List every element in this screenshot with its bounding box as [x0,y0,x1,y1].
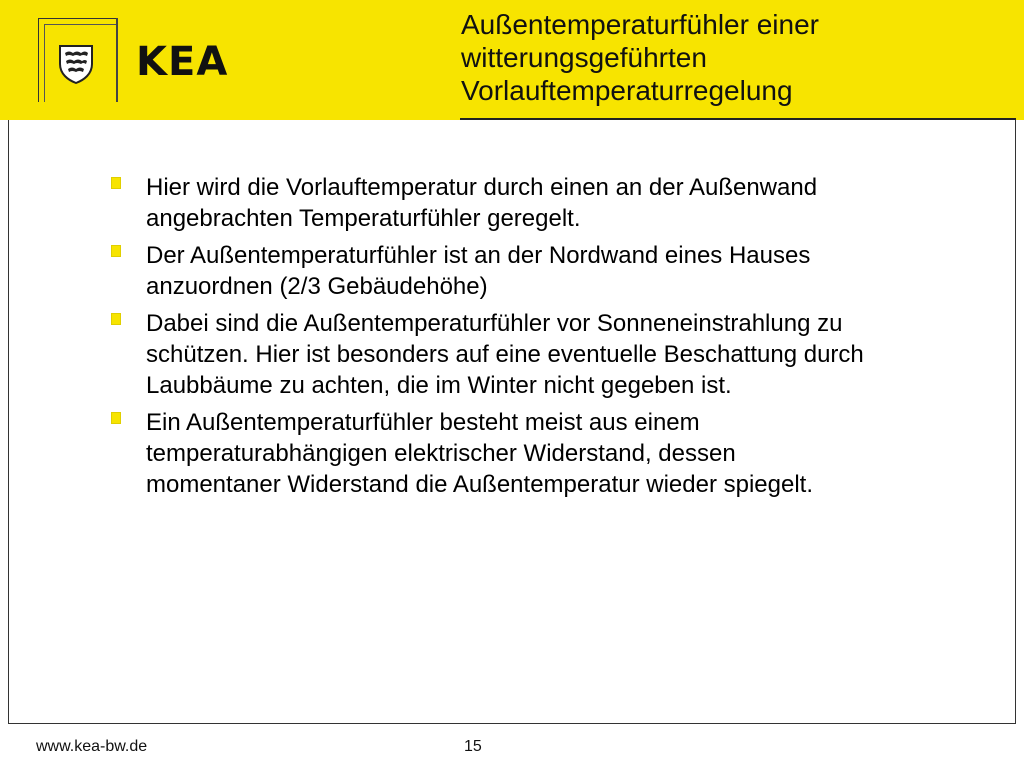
bullet-item [108,172,868,234]
bullet-text: Hier wird die Vorlauftemperatur durch einen an der Außenwand angebrachten Temperaturfühler geregelt. [146,174,818,232]
bullet-text: Dabei sind die Außentemperaturfühler vor Sonneneinstrahlung zu schützen. Hier ist besonders auf eine eventuelle Beschattung durch Laubbäume zu achten, die im Winter nicht gegeben ist. [146,310,864,399]
logo-frame-divider [116,18,118,102]
coat-of-arms-icon [56,42,96,84]
square-bullet-icon [111,245,121,257]
bullet-item [108,308,868,401]
bullet-item [108,407,868,500]
square-bullet-icon [111,412,121,424]
page-number: 15 [464,738,482,755]
square-bullet-icon [111,313,121,325]
bullet-text: Der Außentemperaturfühler ist an der Nordwand eines Hauses anzuordnen (2/3 Gebäudehöhe) [146,242,811,300]
header-banner [0,0,1024,120]
bullet-item [108,240,868,302]
brand-logo-text: KEA [136,39,229,85]
bullet-list [108,172,868,506]
slide-title: Außentemperaturfühler einer witterungsgeführten Vorlauftemperaturregelung [461,9,819,106]
square-bullet-icon [111,177,121,189]
bullet-text: Ein Außentemperaturfühler besteht meist aus einem temperaturabhängigen elektrischer Widerstand, dessen momentaner Widerstand die Außentemperatur wieder spiegelt. [146,409,814,498]
footer-url: www.kea-bw.de [36,738,148,755]
